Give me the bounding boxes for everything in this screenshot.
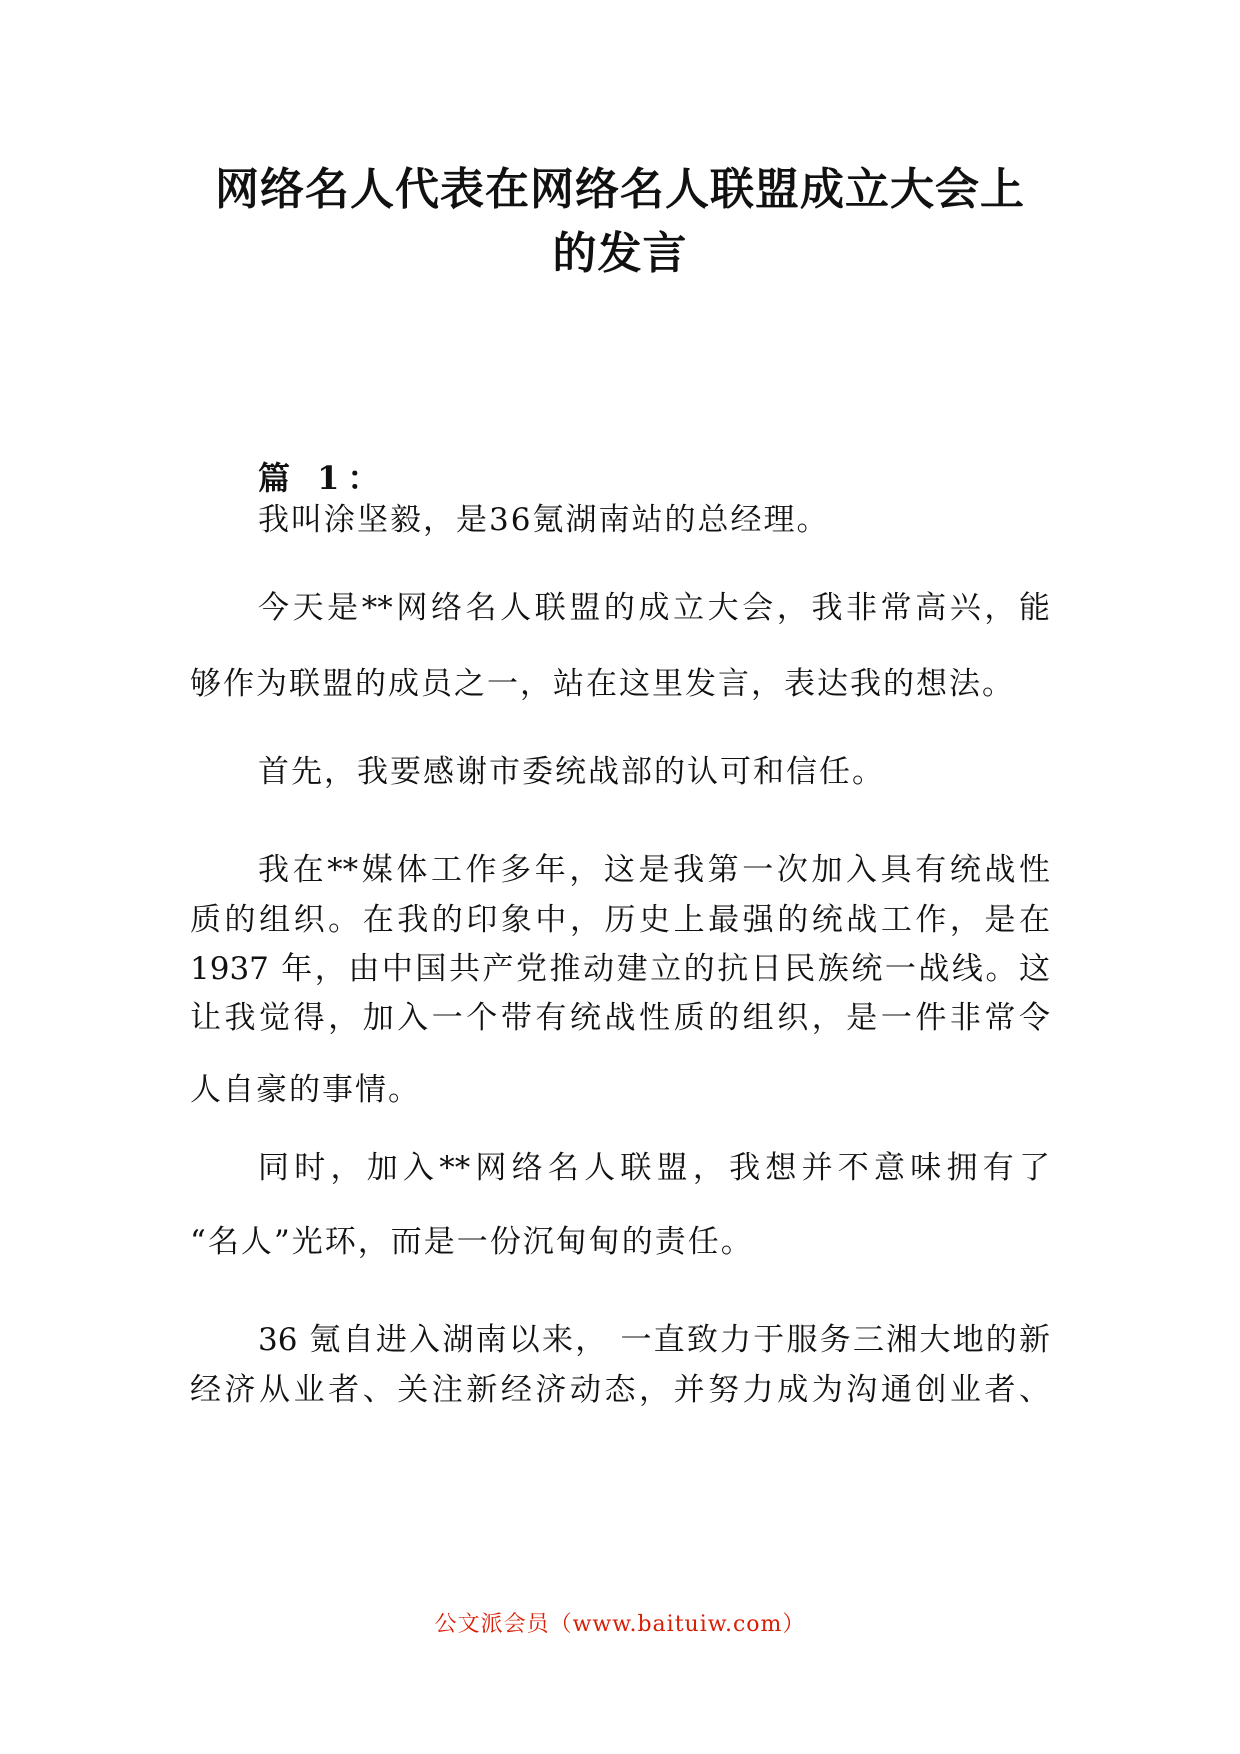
- paragraph-line: 让我觉得，加入一个带有统战性质的组织，是一件非常令: [190, 1000, 1050, 1036]
- paragraph-line: 首先，我要感谢市委统战部的认可和信任。: [258, 754, 885, 790]
- paragraph-line: 今天是**网络名人联盟的成立大会，我非常高兴，能: [258, 590, 1050, 626]
- paragraph-line: 我叫涂坚毅，是36氪湖南站的总经理。: [258, 502, 830, 538]
- paragraph-line: 质的组织。在我的印象中，历史上最强的统战工作，是在: [190, 902, 1050, 938]
- paragraph-line: 人自豪的事情。: [190, 1072, 421, 1108]
- paragraph-line: 够作为联盟的成员之一，站在这里发言，表达我的想法。: [190, 666, 1015, 702]
- title-line-1: 网络名人代表在网络名人联盟成立大会上: [215, 164, 1025, 215]
- document-title: [190, 158, 1050, 286]
- paragraph-line: 1937 年，由中国共产党推动建立的抗日民族统一战线。这: [190, 951, 1050, 987]
- paragraph-line: 同时，加入**网络名人联盟，我想并不意味拥有了: [258, 1150, 1050, 1186]
- paragraph-line: 我在**媒体工作多年，这是我第一次加入具有统战性: [258, 852, 1050, 888]
- paragraph-line: “名人”光环，而是一份沉甸甸的责任。: [190, 1224, 754, 1260]
- footer-watermark-text: 公文派会员（www.baituiw.com）: [434, 1612, 806, 1637]
- paragraph-line: 36 氪自进入湖南以来， 一直致力于服务三湘大地的新: [258, 1322, 1050, 1358]
- section-heading: 篇 1：: [258, 459, 388, 497]
- paragraph-line: 经济从业者、关注新经济动态，并努力成为沟通创业者、: [190, 1372, 1050, 1408]
- title-line-2: 的发言: [552, 228, 688, 279]
